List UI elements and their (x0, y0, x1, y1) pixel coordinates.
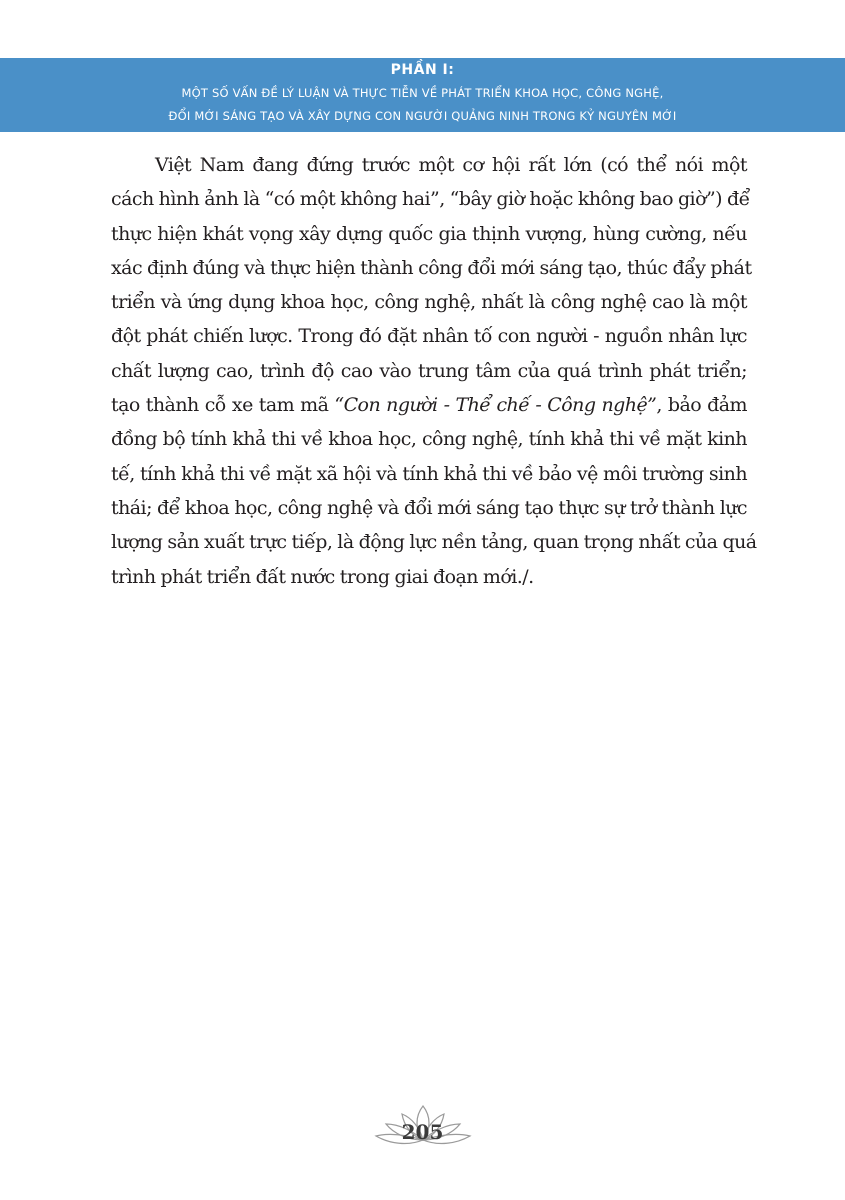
paragraph-line: chất lượng cao, trình độ cao vào trung tâm của quá trình phát triển; (111, 359, 747, 382)
paragraph-text-segment: tạo thành cỗ xe tam mã (111, 394, 335, 417)
paragraph-line: đồng bộ tính khả thi về khoa học, công nghệ, tính khả thi về mặt kinh (111, 428, 747, 451)
paragraph-line: đột phát chiến lược. Trong đó đặt nhân tố con người - nguồn nhân lực (111, 325, 747, 348)
paragraph-line: trình phát triển đất nước trong giai đoạn mới./. (111, 565, 534, 588)
paragraph-line: cách hình ảnh là “có một không hai”, “bây giờ hoặc không bao giờ”) để (111, 188, 750, 211)
paragraph-line (111, 388, 747, 422)
section-subtitle-line-2: ĐỔI MỚI SÁNG TẠO VÀ XÂY DỰNG CON NGƯỜI QUẢNG NINH TRONG KỶ NGUYÊN MỚI (168, 109, 677, 123)
part-title: PHẦN I: (390, 62, 455, 78)
paragraph-line: Việt Nam đang đứng trước một cơ hội rất lớn (có thể nói một (155, 154, 747, 176)
section-header-banner (0, 58, 845, 132)
paragraph-line: triển và ứng dụng khoa học, công nghệ, nhất là công nghệ cao là một (111, 291, 747, 314)
paragraph-line: tế, tính khả thi về mặt xã hội và tính khả thi về bảo vệ môi trường sinh (111, 462, 747, 485)
paragraph-line: lượng sản xuất trực tiếp, là động lực nền tảng, quan trọng nhất của quá (111, 531, 757, 554)
section-subtitle-line-1: MỘT SỐ VẤN ĐỀ LÝ LUẬN VÀ THỰC TIỄN VỀ PHÁT TRIỂN KHOA HỌC, CÔNG NGHỆ, (181, 86, 664, 100)
paragraph-line: thái; để khoa học, công nghệ và đổi mới sáng tạo thực sự trở thành lực (111, 496, 747, 519)
paragraph-line: xác định đúng và thực hiện thành công đổi mới sáng tạo, thúc đẩy phát (111, 256, 752, 279)
paragraph-line: thực hiện khát vọng xây dựng quốc gia thịnh vượng, hùng cường, nếu (111, 222, 747, 245)
page-footer (0, 1100, 845, 1160)
paragraph-text-segment: , bảo đảm (656, 394, 747, 417)
body-paragraph (111, 148, 757, 594)
page-number: 205 (401, 1120, 444, 1144)
italic-phrase: “Con người - Thể chế - Công nghệ” (334, 394, 657, 417)
